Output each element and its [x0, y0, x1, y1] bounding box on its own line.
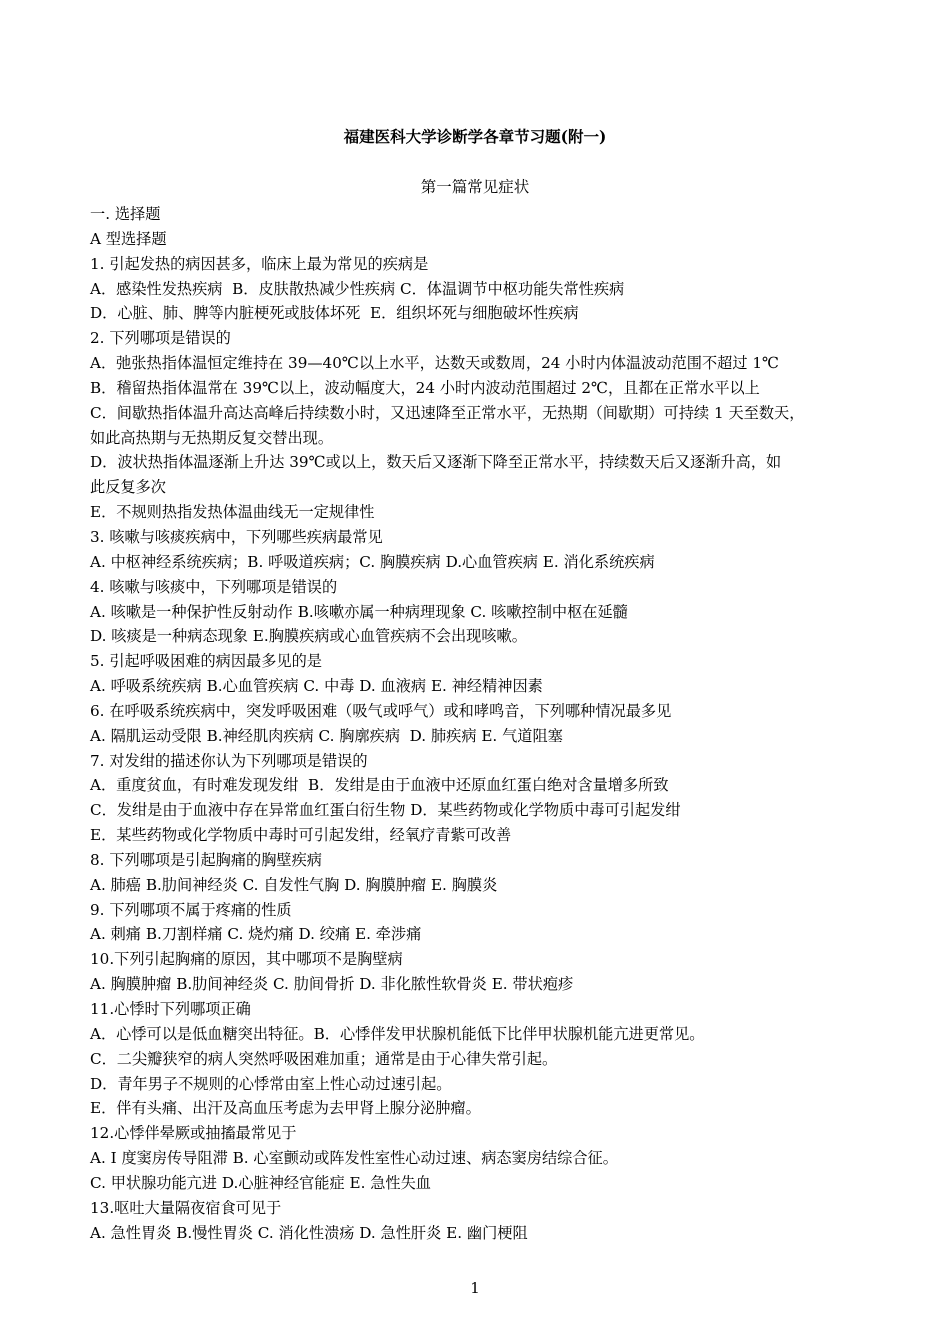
text-line: A．心悸可以是低血糖突出特征。B．心悸伴发甲状腺机能低下比伴甲状腺机能亢进更常见。	[90, 1024, 705, 1043]
text-line: B．稽留热指体温常在 39℃以上，波动幅度大，24 小时内波动范围超过 2℃，且都在正常水平以上	[90, 378, 760, 397]
text-line: 10.下列引起胸痛的原因，其中哪项不是胸壁病	[90, 950, 403, 969]
text-line: A. 刺痛 B.刀割样痛 C. 烧灼痛 D. 绞痛 E. 牵涉痛	[90, 925, 422, 944]
text-line: 5. 引起呼吸困难的病因最多见的是	[90, 652, 322, 671]
text-line: 如此高热期与无热期反复交替出现。	[90, 428, 333, 447]
text-line: C．间歇热指体温升高达高峰后持续数小时，又迅速降至正常水平，无热期（间歇期）可持续 1 天至数天，	[90, 403, 805, 422]
text-line: A．弛张热指体温恒定维持在 39—40℃以上水平，达数天或数周，24 小时内体温波动范围不超过 1℃	[90, 354, 780, 373]
text-line: A. 肺癌 B.肋间神经炎 C. 自发性气胸 D. 胸膜肿瘤 E. 胸膜炎	[90, 875, 498, 894]
text-line: A．重度贫血，有时难发现发绀 B．发绀是由于血液中还原血红蛋白绝对含量增多所致	[90, 776, 669, 795]
text-line: E．某些药物或化学物质中毒时可引起发绀，经氧疗青紫可改善	[90, 826, 512, 845]
text-line: A．感染性发热疾病 B．皮肤散热减少性疾病 C．体温调节中枢功能失常性疾病	[90, 279, 625, 298]
text-line: 此反复多次	[90, 478, 166, 497]
text-line: C．发绀是由于血液中存在异常血红蛋白衍生物 D．某些药物或化学物质中毒可引起发绀	[90, 801, 681, 820]
text-line: 6. 在呼吸系统疾病中，突发呼吸困难（吸气或呼气）或和哮鸣音，下列哪种情况最多见	[90, 701, 672, 720]
text-line: 3. 咳嗽与咳痰疾病中，下列哪些疾病最常见	[90, 527, 383, 546]
text-line: A. I 度窦房传导阻滞 B. 心室颤动或阵发性室性心动过速、病态窦房结综合征。	[90, 1149, 618, 1168]
text-line: 8. 下列哪项是引起胸痛的胸壁疾病	[90, 850, 322, 869]
text-line: 12.心悸伴晕厥或抽搐最常见于	[90, 1124, 297, 1143]
text-line: A 型选择题	[90, 229, 167, 248]
section-title: 第一篇常见症状	[420, 178, 530, 196]
text-line: 9. 下列哪项不属于疼痛的性质	[90, 900, 292, 919]
text-line: A. 中枢神经系统疾病；B. 呼吸道疾病；C. 胸膜疾病 D.心血管疾病 E. 消化系统疾病	[90, 552, 655, 571]
text-line: D. 咳痰是一种病态现象 E.胸膜疾病或心血管疾病不会出现咳嗽。	[90, 627, 527, 646]
text-line: D．波状热指体温逐渐上升达 39℃或以上，数天后又逐渐下降至正常水平，持续数天后又逐渐升高，如	[90, 453, 782, 472]
text-line: 7. 对发绀的描述你认为下列哪项是错误的	[90, 751, 368, 770]
text-line: E．不规则热指发热体温曲线无一定规律性	[90, 503, 375, 522]
document-title: 福建医科大学诊断学各章节习题(附一)	[343, 127, 607, 146]
text-line: C. 甲状腺功能亢进 D.心脏神经官能症 E. 急性失血	[90, 1173, 431, 1192]
document-body	[90, 202, 880, 1245]
text-line: C．二尖瓣狭窄的病人突然呼吸困难加重；通常是由于心律失常引起。	[90, 1049, 558, 1068]
text-line: A. 呼吸系统疾病 B.心血管疾病 C. 中毒 D. 血液病 E. 神经精神因素	[90, 677, 543, 696]
text-line: 1. 引起发热的病因甚多，临床上最为常见的疾病是	[90, 254, 429, 273]
text-line: 2. 下列哪项是错误的	[90, 329, 231, 348]
text-line: 一. 选择题	[90, 205, 161, 223]
text-line: E．伴有头痛、出汗及高血压考虑为去甲肾上腺分泌肿瘤。	[90, 1099, 481, 1118]
text-line: 13.呕吐大量隔夜宿食可见于	[90, 1198, 282, 1217]
text-line: 4. 咳嗽与咳痰中，下列哪项是错误的	[90, 577, 338, 596]
page-number: 1	[470, 1279, 480, 1297]
text-line: D．心脏、肺、脾等内脏梗死或肢体坏死 E．组织坏死与细胞破坏性疾病	[90, 304, 579, 323]
text-line: A. 胸膜肿瘤 B.肋间神经炎 C. 肋间骨折 D. 非化脓性软骨炎 E. 带状疱疹	[90, 975, 574, 994]
text-line: D．青年男子不规则的心悸常由室上性心动过速引起。	[90, 1074, 452, 1093]
text-line: A. 咳嗽是一种保护性反射动作 B.咳嗽亦属一种病理现象 C. 咳嗽控制中枢在延髓	[90, 602, 628, 621]
text-line: 11.心悸时下列哪项正确	[90, 1000, 251, 1018]
text-line: A. 隔肌运动受限 B.神经肌肉疾病 C. 胸廓疾病 D. 肺疾病 E. 气道阻塞	[90, 726, 563, 745]
text-line: A. 急性胃炎 B.慢性胃炎 C. 消化性溃疡 D. 急性肝炎 E. 幽门梗阻	[90, 1223, 528, 1242]
